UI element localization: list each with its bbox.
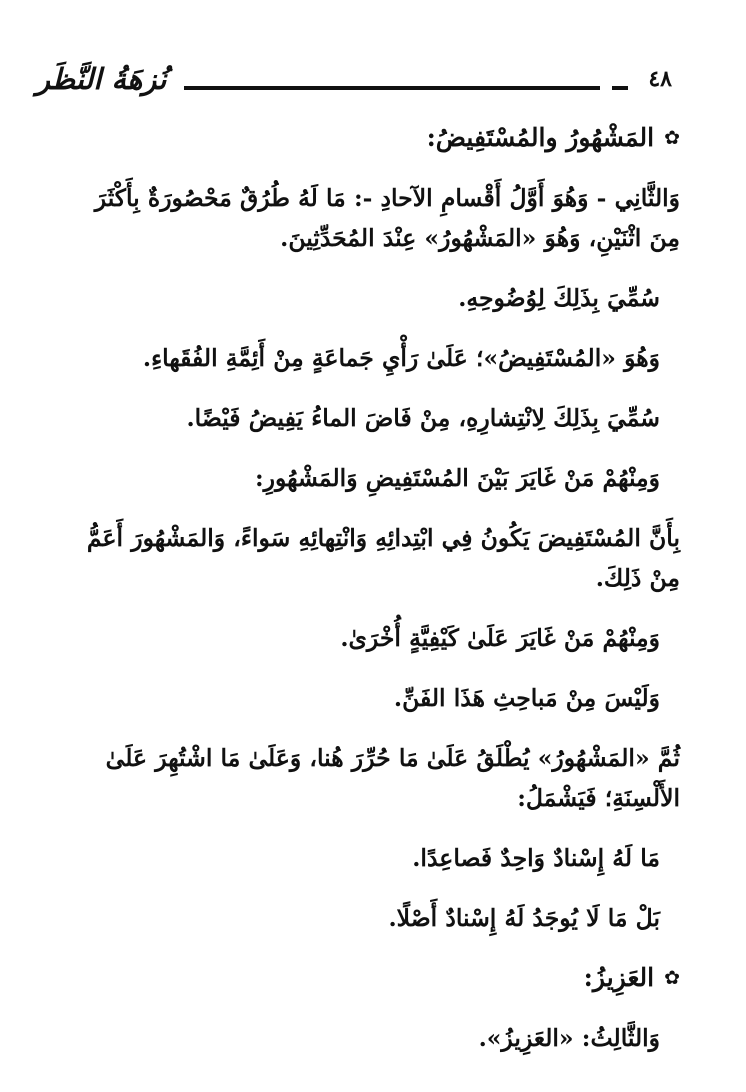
paragraph-line: وَالثَّالِثُ: «العَزِيزُ».	[478, 1024, 660, 1052]
book-title: نُزهَةُ النَّظَر	[36, 62, 167, 96]
paragraph-line: وَلَيْسَ مِنْ مَباحِثِ هَذَا الفَنِّ.	[393, 684, 660, 712]
paragraph-line: الأَلْسِنَةِ؛ فَيَشْمَلُ:	[517, 784, 680, 812]
paragraph-line: وَمِنْهُمْ مَنْ غَايَرَ بَيْنَ المُسْتَفِيضِ وَالمَشْهُورِ:	[254, 464, 660, 492]
page-number: ٤٨	[648, 66, 672, 92]
paragraph-line: ثُمَّ «المَشْهُورُ» يُطْلَقُ عَلَىٰ مَا حُرِّرَ هُنا، وَعَلَىٰ مَا اشْتُهِرَ عَلَىٰ	[105, 744, 680, 772]
page-number-dash	[612, 86, 628, 90]
section-heading-text: العَزِيزُ:	[583, 963, 655, 992]
paragraph-line: مِنْ ذَلِكَ.	[595, 564, 680, 592]
section-heading-aziz	[40, 958, 680, 998]
flower-ornament-icon: ✿	[664, 967, 680, 989]
paragraph-line: وَالثَّانِي - وَهُوَ أَوَّلُ أَقْسامِ الآحادِ -: مَا لَهُ طُرُقٌ مَحْصُورَةٌ بِأَكْثَرَ	[94, 184, 680, 212]
section-heading-text: المَشْهُورُ والمُسْتَفِيضُ:	[426, 123, 655, 152]
paragraph-line: مِنَ اثْنَيْنِ، وَهُوَ «المَشْهُورُ» عِنْدَ المُحَدِّثِينَ.	[280, 224, 680, 252]
paragraph-line: سُمِّيَ بِذَلِكَ لِوُضُوحِهِ.	[458, 284, 660, 312]
flower-ornament-icon: ✿	[664, 127, 680, 149]
page-body	[40, 118, 680, 1058]
paragraph-line: مَا لَهُ إِسْنادٌ وَاحِدٌ فَصاعِدًا.	[412, 844, 660, 872]
header-rule	[184, 86, 600, 90]
paragraph-line: وَهُوَ «المُسْتَفِيضُ»؛ عَلَىٰ رَأْيِ جَماعَةٍ مِنْ أَئِمَّةِ الفُقَهاءِ.	[142, 344, 660, 372]
paragraph-line: وَمِنْهُمْ مَنْ غَايَرَ عَلَىٰ كَيْفِيَّةٍ أُخْرَىٰ.	[340, 624, 660, 652]
running-header	[36, 62, 672, 112]
section-heading-mashhur	[40, 118, 680, 158]
paragraph-line: بَلْ مَا لَا يُوجَدُ لَهُ إِسْنادٌ أَصْلًا.	[388, 904, 660, 932]
paragraph-line: بِأَنَّ المُسْتَفِيضَ يَكُونُ فِي ابْتِدائِهِ وَانْتِهائِهِ سَواءً، وَالمَشْهُورَ أَعَمُّ	[86, 524, 680, 552]
paragraph-line: سُمِّيَ بِذَلِكَ لِانْتِشارِهِ، مِنْ فَاضَ الماءُ يَفِيضُ فَيْضًا.	[186, 404, 660, 432]
